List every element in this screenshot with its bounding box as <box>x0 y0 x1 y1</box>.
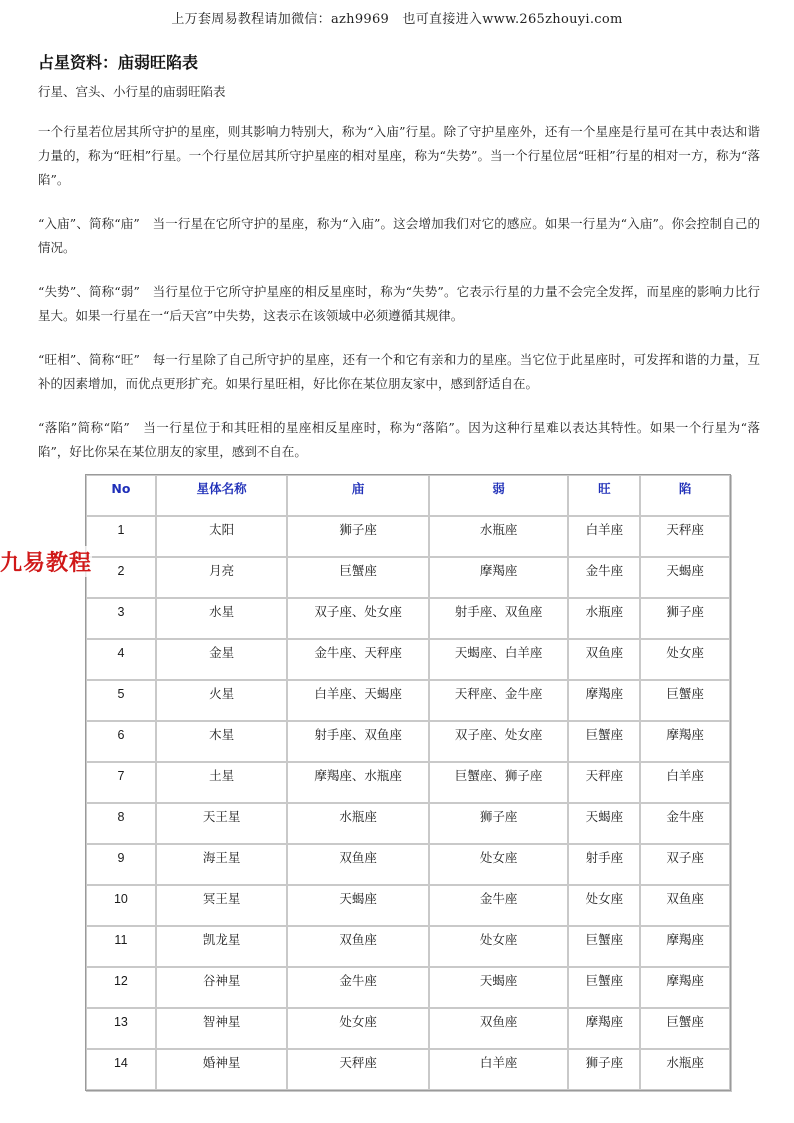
cell-no: 2 <box>86 557 156 598</box>
page-title: 占星资料：庙弱旺陷表 <box>38 53 199 72</box>
cell-ruo: 双子座、处女座 <box>429 721 569 762</box>
table-row <box>86 762 730 803</box>
cell-xian: 狮子座 <box>640 598 730 639</box>
cell-no: 4 <box>86 639 156 680</box>
cell-name: 土星 <box>156 762 288 803</box>
header-ruo: 弱 <box>429 475 569 516</box>
cell-miao: 巨蟹座 <box>287 557 429 598</box>
table-row <box>86 1049 730 1090</box>
cell-ruo: 金牛座 <box>429 885 569 926</box>
cell-xian: 双鱼座 <box>640 885 730 926</box>
cell-no: 8 <box>86 803 156 844</box>
cell-wang: 巨蟹座 <box>568 967 640 1008</box>
cell-miao: 射手座、双鱼座 <box>287 721 429 762</box>
cell-wang: 金牛座 <box>568 557 640 598</box>
watermark-logo: 九易教程 <box>0 546 92 577</box>
cell-wang: 白羊座 <box>568 516 640 557</box>
cell-ruo: 白羊座 <box>429 1049 569 1090</box>
cell-miao: 双鱼座 <box>287 844 429 885</box>
cell-ruo: 巨蟹座、狮子座 <box>429 762 569 803</box>
cell-no: 3 <box>86 598 156 639</box>
cell-wang: 摩羯座 <box>568 680 640 721</box>
cell-xian: 天蝎座 <box>640 557 730 598</box>
cell-ruo: 射手座、双鱼座 <box>429 598 569 639</box>
table-row <box>86 803 730 844</box>
cell-xian: 双子座 <box>640 844 730 885</box>
paragraph-definition: 一个行星若位居其所守护的星座，则其影响力特别大，称为“入庙”行星。除了守护星座外，还有一个星座是行星可在其中表达和谐力量的，称为“旺相”行星。一个行星位居其所守护星座的相对星座，称为“失势”。当一个行星位居“旺相”行星的相对一方，称为“落陷”。 <box>38 124 760 187</box>
cell-no: 11 <box>86 926 156 967</box>
cell-wang: 双鱼座 <box>568 639 640 680</box>
header-miao: 庙 <box>287 475 429 516</box>
cell-name: 天王星 <box>156 803 288 844</box>
cell-no: 1 <box>86 516 156 557</box>
dignity-table <box>85 474 731 1091</box>
page-subtitle: 行星、宫头、小行星的庙弱旺陷表 <box>38 84 226 99</box>
promo-header: 上万套周易教程请加微信：azh9969 也可直接进入www.265zhouyi.com <box>171 12 623 27</box>
cell-name: 谷神星 <box>156 967 288 1008</box>
cell-name: 火星 <box>156 680 288 721</box>
cell-xian: 处女座 <box>640 639 730 680</box>
cell-name: 金星 <box>156 639 288 680</box>
cell-wang: 巨蟹座 <box>568 721 640 762</box>
cell-miao: 金牛座 <box>287 967 429 1008</box>
cell-wang: 处女座 <box>568 885 640 926</box>
paragraph-wang: “旺相”、简称“旺” 每一行星除了自己所守护的星座，还有一个和它有亲和力的星座。当它位于此星座时，可发挥和谐的力量，互补的因素增加，而优点更形扩充。如果行星旺相，好比你在某位朋友家中，感到舒适自在。 <box>38 352 760 391</box>
header-wang: 旺 <box>568 475 640 516</box>
cell-xian: 巨蟹座 <box>640 1008 730 1049</box>
cell-miao: 天秤座 <box>287 1049 429 1090</box>
cell-wang: 狮子座 <box>568 1049 640 1090</box>
cell-wang: 水瓶座 <box>568 598 640 639</box>
cell-name: 婚神星 <box>156 1049 288 1090</box>
cell-ruo: 摩羯座 <box>429 557 569 598</box>
cell-xian: 天秤座 <box>640 516 730 557</box>
cell-ruo: 处女座 <box>429 844 569 885</box>
cell-wang: 天秤座 <box>568 762 640 803</box>
cell-xian: 金牛座 <box>640 803 730 844</box>
intro-text <box>38 120 760 484</box>
paragraph-xian: “落陷”简称“陷” 当一行星位于和其旺相的星座相反星座时，称为“落陷”。因为这种行星难以表达其特性。如果一个行星为“落陷”，好比你呆在某位朋友的家里，感到不自在。 <box>38 420 760 459</box>
cell-miao: 金牛座、天秤座 <box>287 639 429 680</box>
cell-name: 水星 <box>156 598 288 639</box>
cell-ruo: 天秤座、金牛座 <box>429 680 569 721</box>
table-row <box>86 598 730 639</box>
cell-name: 凯龙星 <box>156 926 288 967</box>
paragraph-miao: “入庙”、简称“庙” 当一行星在它所守护的星座，称为“入庙”。这会增加我们对它的感应。如果一行星为“入庙”。你会控制自己的情况。 <box>38 216 760 255</box>
cell-miao: 双鱼座 <box>287 926 429 967</box>
cell-no: 13 <box>86 1008 156 1049</box>
cell-no: 9 <box>86 844 156 885</box>
cell-no: 14 <box>86 1049 156 1090</box>
cell-xian: 白羊座 <box>640 762 730 803</box>
cell-no: 10 <box>86 885 156 926</box>
table-row <box>86 885 730 926</box>
table-row <box>86 926 730 967</box>
cell-no: 12 <box>86 967 156 1008</box>
table-row <box>86 721 730 762</box>
cell-no: 5 <box>86 680 156 721</box>
header-xian: 陷 <box>640 475 730 516</box>
cell-miao: 水瓶座 <box>287 803 429 844</box>
cell-miao: 狮子座 <box>287 516 429 557</box>
cell-name: 月亮 <box>156 557 288 598</box>
cell-miao: 处女座 <box>287 1008 429 1049</box>
cell-xian: 摩羯座 <box>640 926 730 967</box>
cell-name: 海王星 <box>156 844 288 885</box>
cell-miao: 双子座、处女座 <box>287 598 429 639</box>
table-row <box>86 1008 730 1049</box>
table-row <box>86 967 730 1008</box>
cell-xian: 摩羯座 <box>640 967 730 1008</box>
cell-name: 冥王星 <box>156 885 288 926</box>
table-header-row <box>86 475 730 516</box>
cell-xian: 摩羯座 <box>640 721 730 762</box>
cell-miao: 摩羯座、水瓶座 <box>287 762 429 803</box>
table-row <box>86 680 730 721</box>
table-row <box>86 844 730 885</box>
cell-miao: 白羊座、天蝎座 <box>287 680 429 721</box>
cell-xian: 巨蟹座 <box>640 680 730 721</box>
cell-wang: 巨蟹座 <box>568 926 640 967</box>
cell-name: 智神星 <box>156 1008 288 1049</box>
cell-ruo: 天蝎座 <box>429 967 569 1008</box>
table-row <box>86 557 730 598</box>
cell-name: 太阳 <box>156 516 288 557</box>
cell-wang: 摩羯座 <box>568 1008 640 1049</box>
header-name: 星体名称 <box>156 475 288 516</box>
table-row <box>86 639 730 680</box>
header-no: No <box>86 475 156 516</box>
cell-ruo: 处女座 <box>429 926 569 967</box>
cell-miao: 天蝎座 <box>287 885 429 926</box>
cell-ruo: 双鱼座 <box>429 1008 569 1049</box>
cell-ruo: 水瓶座 <box>429 516 569 557</box>
cell-ruo: 狮子座 <box>429 803 569 844</box>
cell-no: 7 <box>86 762 156 803</box>
cell-name: 木星 <box>156 721 288 762</box>
table-row <box>86 516 730 557</box>
cell-no: 6 <box>86 721 156 762</box>
cell-xian: 水瓶座 <box>640 1049 730 1090</box>
paragraph-ruo: “失势”、简称“弱” 当行星位于它所守护星座的相反星座时，称为“失势”。它表示行星的力量不会完全发挥，而星座的影响力比行星大。如果一行星在一“后天宫”中失势，这表示在该领域中必须遵循其规律。 <box>38 284 760 323</box>
cell-wang: 射手座 <box>568 844 640 885</box>
cell-wang: 天蝎座 <box>568 803 640 844</box>
cell-ruo: 天蝎座、白羊座 <box>429 639 569 680</box>
